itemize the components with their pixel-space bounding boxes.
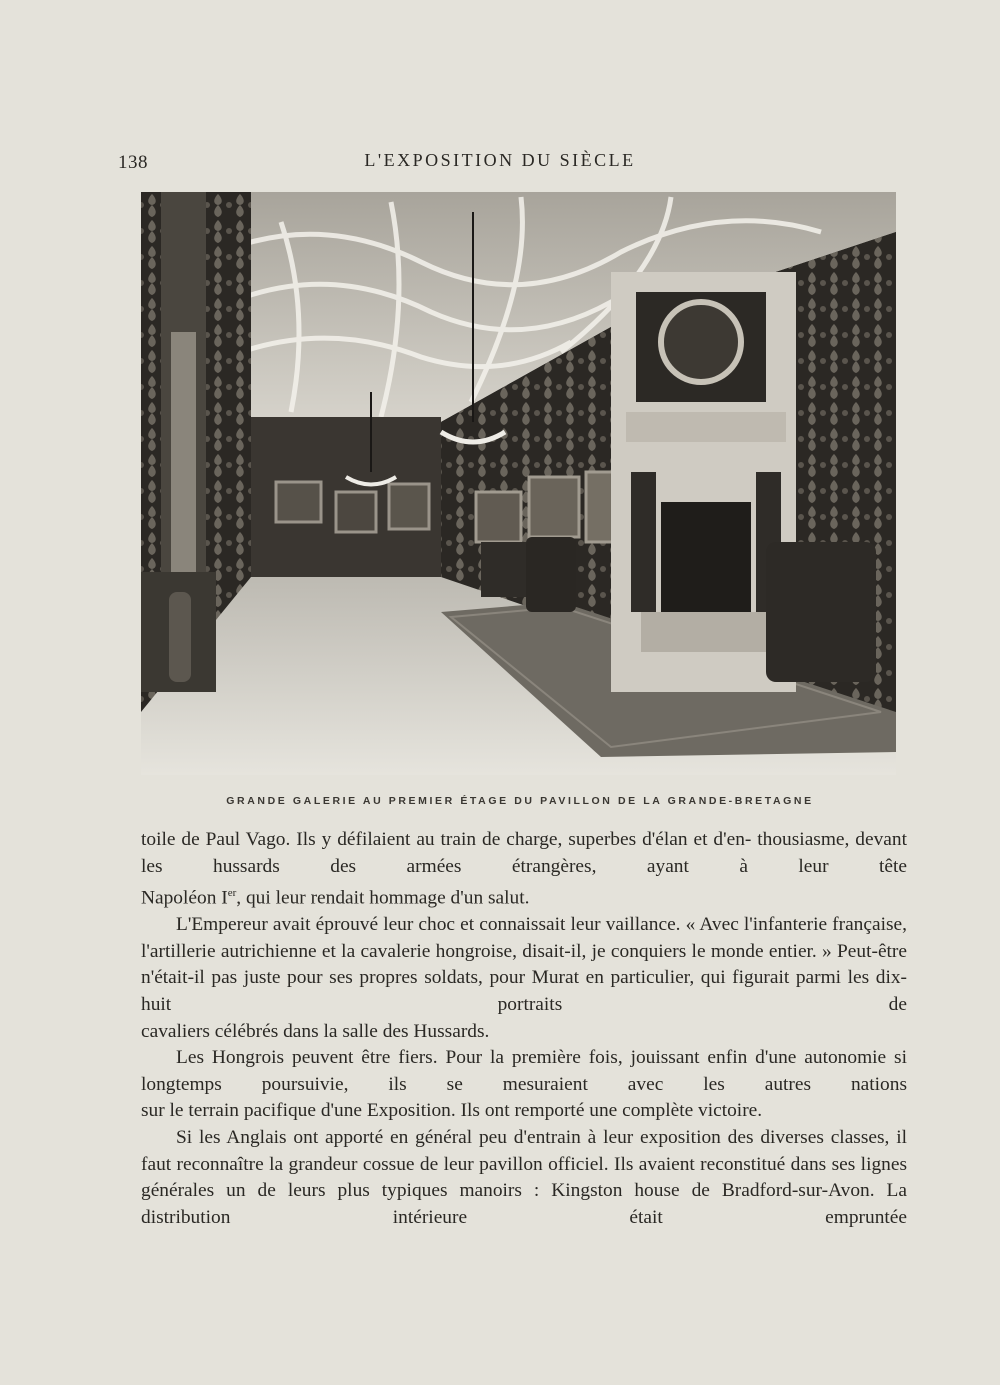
paragraph-end	[141, 1019, 907, 1046]
gallery-photograph	[141, 192, 896, 775]
text-line: soldats, pour Murat en particulier, qui figurait parmi les dix-huit portraits de	[141, 967, 907, 1016]
paragraph-end	[141, 880, 907, 912]
text-line: je conquiers le monde entier. » Peut-être n'était-il pas juste pour ses propres	[141, 940, 907, 989]
text-line: sur le terrain pacifique d'une Exposition. Ils ont remporté une complète victoire.	[141, 1100, 763, 1122]
paragraph	[141, 1045, 907, 1098]
text-line: cavaliers célébrés dans la salle des Hussards.	[141, 1020, 490, 1042]
text-line: l'infanterie française, l'artillerie autrichienne et la cavalerie hongroise, disait-il,	[141, 914, 907, 962]
superscript: er	[227, 887, 237, 900]
page-number: 138	[118, 152, 148, 173]
text-line: Kingston house de Bradford-sur-Avon. La distribution intérieure était empruntée	[141, 1180, 907, 1228]
text-line: L'Empereur avait éprouvé leur choc et connaissait leur vaillance. « Avec	[176, 914, 739, 936]
text-line: toile de Paul Vago. Ils y défilaient au train de charge, superbes d'élan et d'en-	[141, 829, 752, 850]
body-text	[141, 827, 907, 1231]
text-line: thousiasme, devant les hussards des armées étrangères, ayant à leur tête	[141, 829, 907, 877]
text-line: , qui leur rendait hommage d'un salut.	[236, 887, 530, 909]
paragraph	[141, 1125, 907, 1231]
text-line: diverses classes, il faut reconnaître la grandeur cossue de leur pavillon officiel. Ils	[141, 1127, 907, 1175]
figure-caption: GRANDE GALERIE AU PREMIER ÉTAGE DU PAVILLON DE LA GRANDE-BRETAGNE	[226, 795, 814, 807]
text-line: Si les Anglais ont apporté en général peu d'entrain à leur exposition des	[176, 1127, 754, 1148]
text-line: Les Hongrois peuvent être fiers. Pour la première fois, jouissant enfin d'une	[176, 1047, 797, 1069]
running-head: L'EXPOSITION DU SIÈCLE	[364, 150, 636, 170]
text-line: autonomie si longtemps poursuivie, ils se mesuraient avec les autres nations	[141, 1047, 907, 1095]
text-line: Napoléon I	[141, 887, 228, 909]
text-line: avaient reconstitué dans ses lignes générales un de leurs plus typiques manoirs :	[141, 1153, 907, 1202]
paragraph-end	[141, 1098, 907, 1125]
paragraph	[141, 912, 907, 1018]
paragraph	[141, 827, 907, 880]
